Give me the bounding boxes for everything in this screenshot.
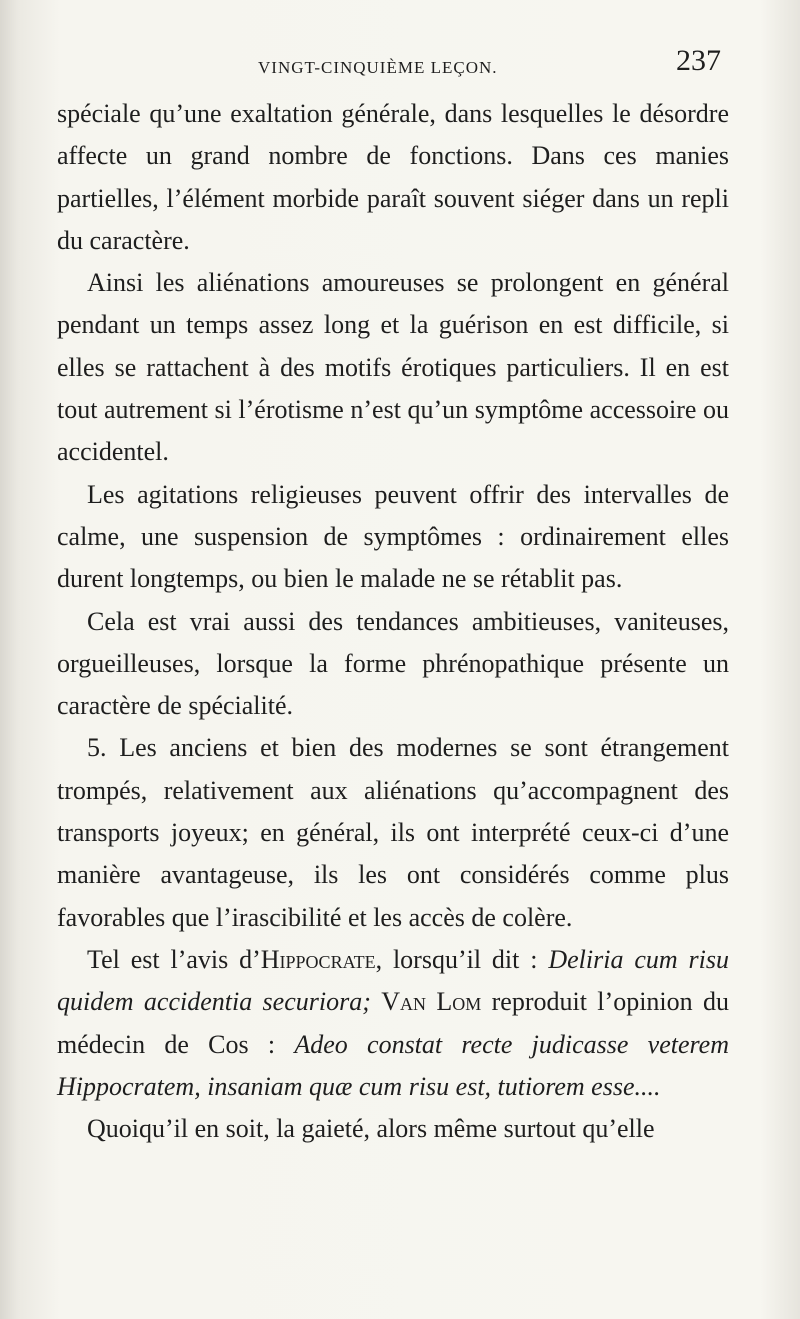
- paragraph-7: Quoiqu’il en soit, la gaieté, alors même surtout qu’elle: [87, 1114, 655, 1144]
- paragraph-4: Cela est vrai aussi des tendances ambitieuses, vaniteuses, orgueilleuses, lorsque la forme phrénopathique présente un caractère de spécialité.: [57, 606, 729, 721]
- page-header: [0, 44, 800, 84]
- p6-text-d: reproduit l’opinion du médecin de Cos :: [57, 987, 729, 1059]
- p6-text-b: , lorsqu’il dit :: [375, 944, 549, 974]
- paragraph-3: Les agitations religieuses peuvent offrir des intervalles de calme, une suspension de symptômes : ordinairement elles durent longtemps, ou bien le malade ne se rétablit pas.: [57, 479, 729, 594]
- body-text: [57, 93, 729, 1150]
- author-hippocrate: Hippocrate: [260, 944, 376, 974]
- paragraph-1: spéciale qu’une exaltation générale, dans lesquelles le désordre affecte un grand nombre de fonctions. Dans ces manies partielles, l’élément morbide paraît souvent siéger dans un repli du caractère.: [57, 99, 729, 255]
- author-van-lom: Van Lom: [381, 987, 482, 1017]
- paragraph-6: [57, 939, 729, 1108]
- paragraph-2: Ainsi les aliénations amoureuses se prolongent en général pendant un temps assez long et la guérison en est difficile, si elles se rattachent à des motifs érotiques particuliers. Il en est tout autrement si l’érotisme n’est qu’un symptôme accessoire ou accidentel.: [57, 268, 729, 467]
- running-head: VINGT-CINQUIÈME LEÇON.: [258, 58, 498, 77]
- page-number: 237: [676, 44, 721, 77]
- paragraph-5: 5. Les anciens et bien des modernes se sont étrangement trompés, relativement aux aliénations qu’accompagnent des transports joyeux; en général, ils ont interprété ceux-ci d’une manière avantageuse, ils les ont considérés comme plus favorables que l’irascibilité et les accès de colère.: [57, 733, 729, 932]
- latin-quote-2: Adeo constat recte judicasse veterem Hippocratem, insaniam quæ cum risu est, tutiorem esse....: [57, 1029, 729, 1101]
- latin-quote-1: Deliria cum risu quidem accidentia securiora;: [57, 944, 729, 1017]
- p6-text-c: [371, 987, 381, 1016]
- p6-text-a: Tel est l’avis d’: [87, 944, 261, 974]
